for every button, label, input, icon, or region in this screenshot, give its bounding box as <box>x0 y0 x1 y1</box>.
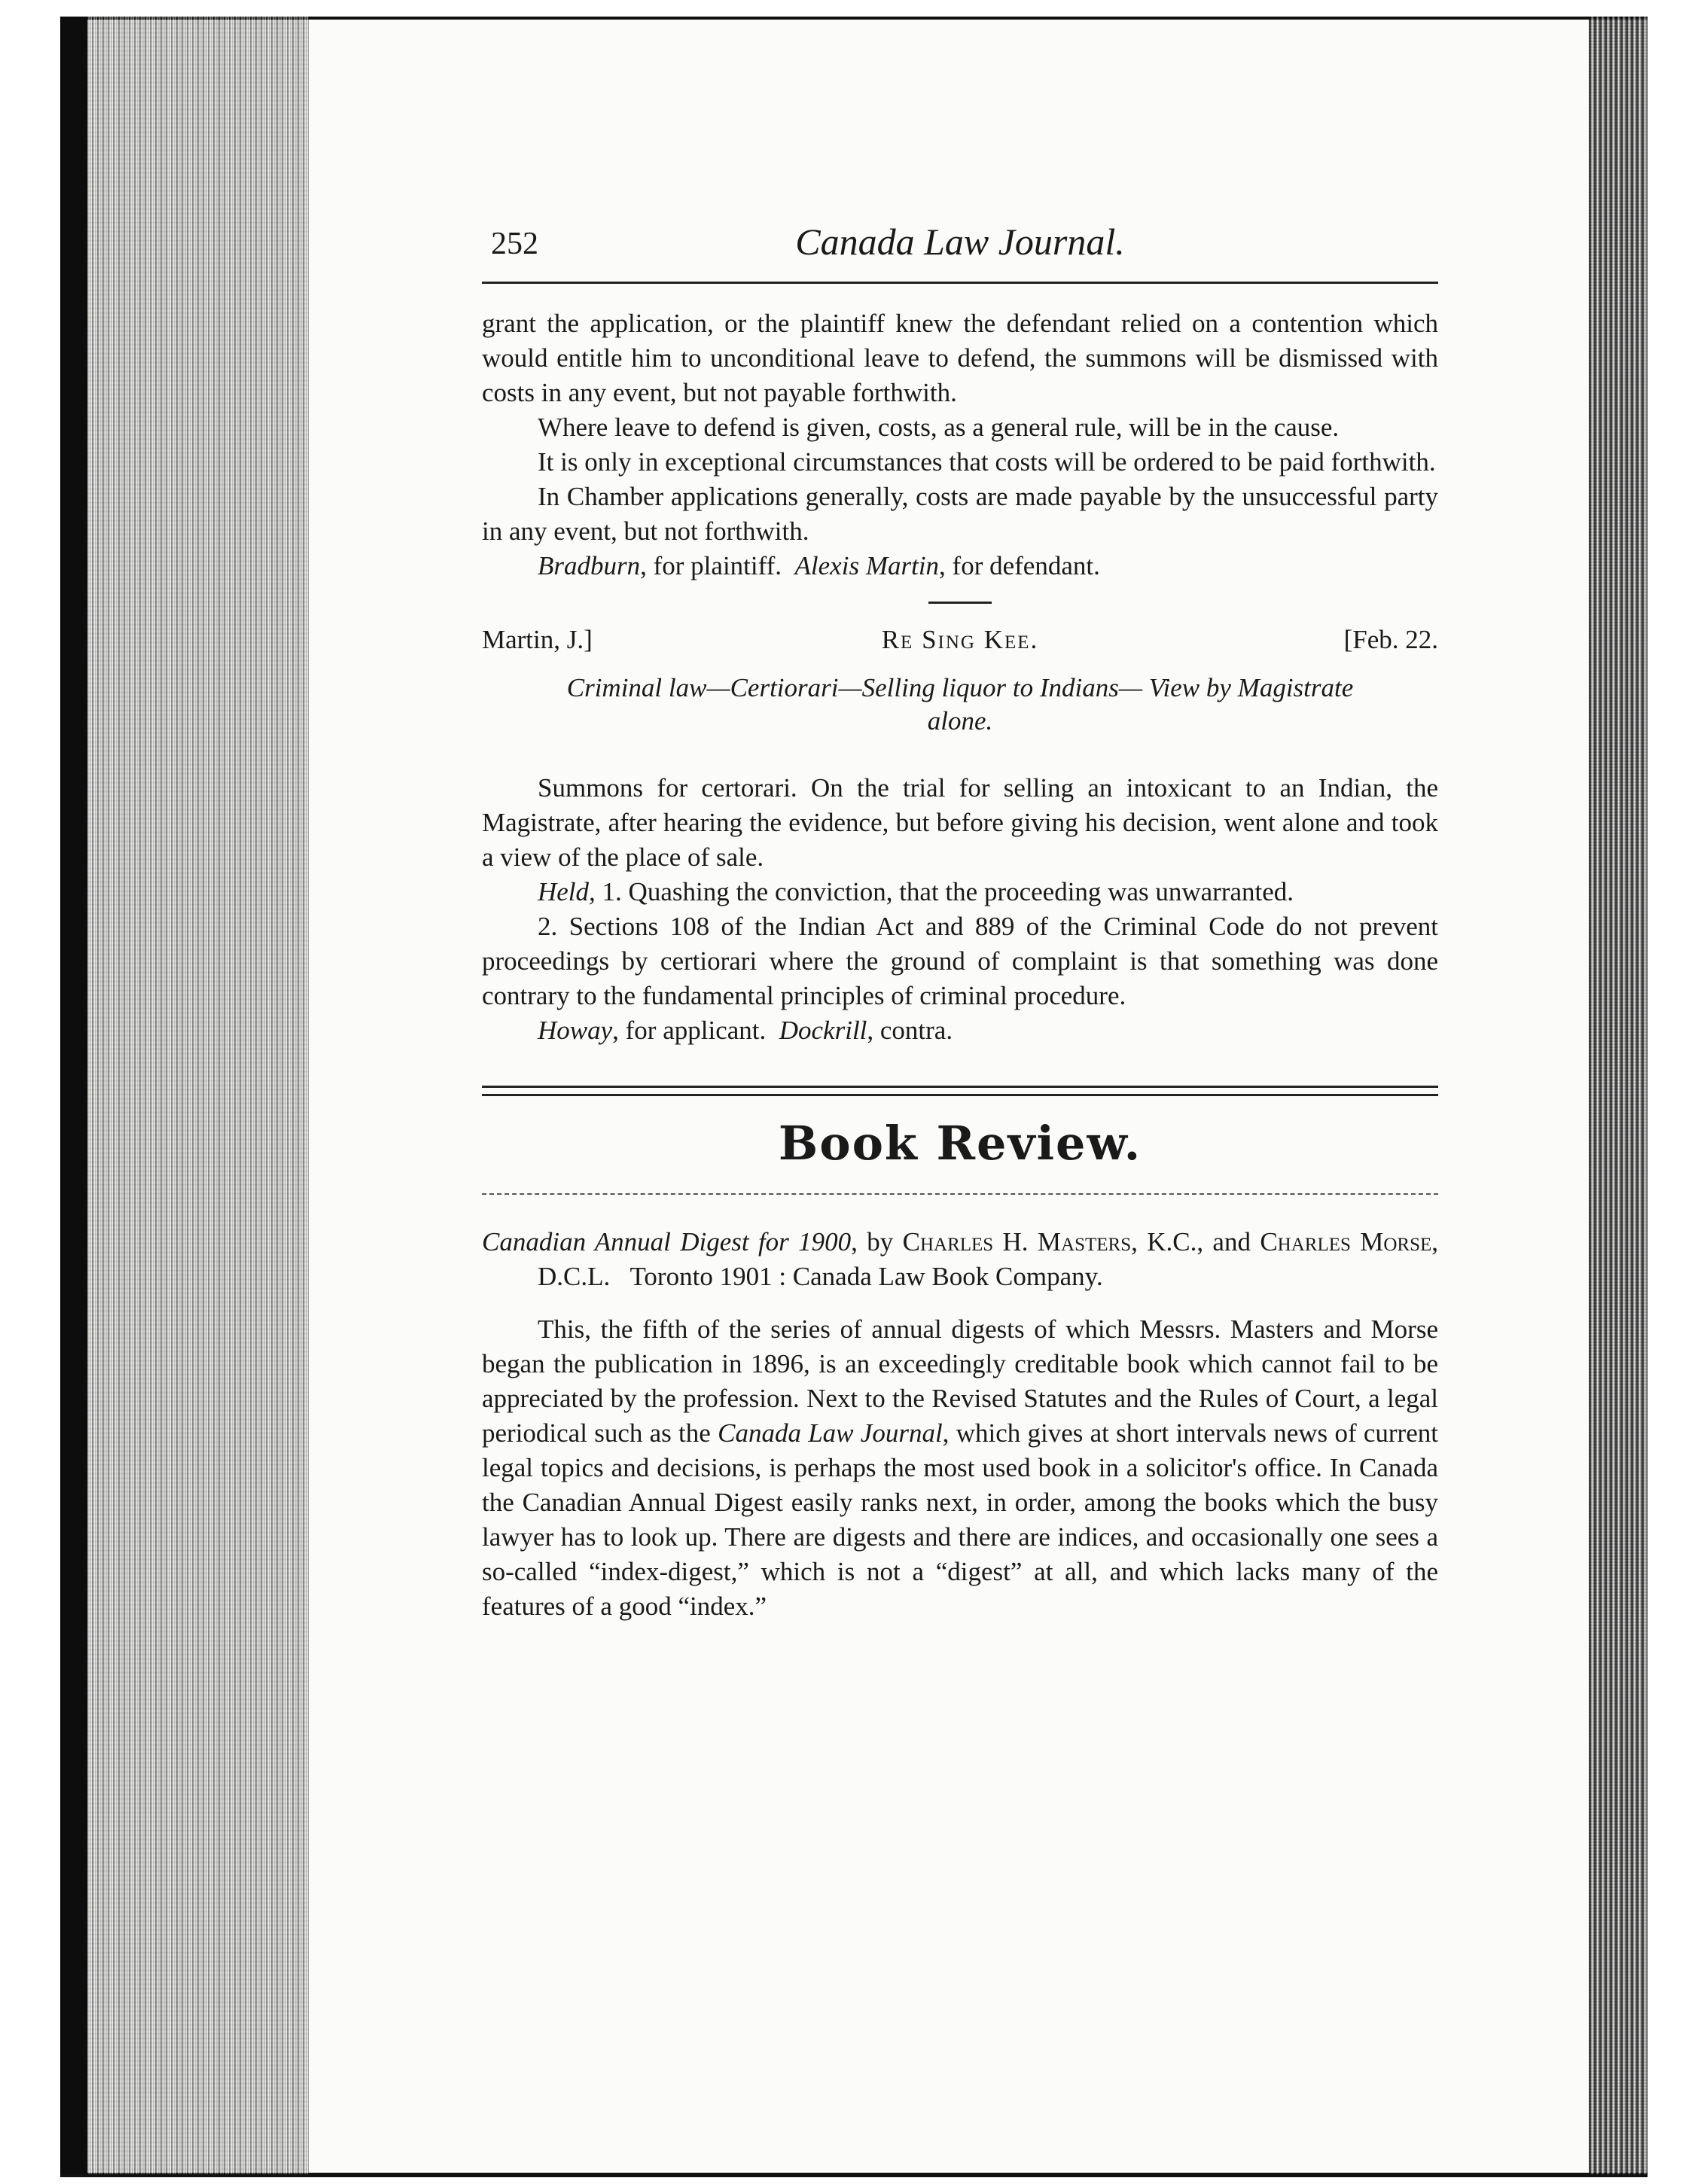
header-rule <box>482 282 1438 284</box>
section-divider <box>928 602 992 604</box>
journal-reference: Canada Law Journal <box>718 1418 943 1448</box>
review-body: This, the fifth of the series of annual digests of which Messrs. Masters and Morse began the publication in 1896, is an exceedingly creditable book which cannot fail to be appreciated by the profession. Next to the Revised Statutes and the Rules of Court, a legal periodical such as the Canada Law Journal, which gives at short intervals news of current legal topics and decisions, is perhaps the most used book in a solicitor's office. In Canada the Canadian Annual Digest easily ranks next, in order, among the books which the busy lawyer has to look up. There are digests and there are indices, and occasionally one sees a so-called “index-digest,” which is not a “digest” at all, and which lacks many of the features of a good “index.” <box>482 1314 1438 1621</box>
case-summary: Summons for certorari. On the trial for selling an intoxicant to an Indian, the Magistrate, after hearing the evidence, but before giving his decision, went alone and took a view of the place of sale. <box>482 773 1438 872</box>
book-binding-edge <box>60 17 309 2174</box>
dotted-rule <box>482 1193 1438 1195</box>
held-label: Held, <box>538 877 596 906</box>
book-citation: Canadian Annual Digest for 1900, by Charles H. Masters, K.C., and Charles Morse, D.C.L. Toronto 1901 : Canada Law Book Company. <box>482 1227 1439 1291</box>
counsel-role: , for plaintiff. <box>640 551 782 580</box>
paragraph: It is only in exceptional circumstances that costs will be ordered to be paid forthwith. <box>538 447 1436 477</box>
book-title: Canadian Annual Digest for 1900 <box>482 1227 852 1256</box>
counsel-name: Bradburn <box>538 551 641 580</box>
case-date: [Feb. 22. <box>1343 625 1438 654</box>
paragraph: In Chamber applications generally, costs are made payable by the unsuccessful party in any event, but not forthwith. <box>482 482 1438 546</box>
page-content <box>482 218 1438 1624</box>
case-judge: Martin, J.] <box>482 625 593 654</box>
counsel-name: Howay <box>538 1016 613 1045</box>
author-name: Charles H. Masters <box>902 1227 1132 1256</box>
counsel-role: , for applicant. <box>612 1016 767 1045</box>
publication-info: Toronto 1901 : Canada Law Book Company. <box>629 1262 1103 1291</box>
counsel-role: , contra. <box>867 1016 953 1045</box>
running-head <box>482 218 1438 271</box>
paragraph: Where leave to defend is given, costs, as a general rule, will be in the cause. <box>538 413 1340 442</box>
counsel-role: , for defendant. <box>939 551 1100 580</box>
author-name: Charles Morse <box>1260 1227 1432 1256</box>
section-heading: Book Review. <box>778 1116 1142 1171</box>
counsel-name: Dockrill <box>779 1016 867 1045</box>
paragraph: grant the application, or the plaintiff knew the defendant relied on a contention which would entitle him to unconditional leave to defend, the summons will be dismissed with costs in any event, but not payable forthwith. <box>482 309 1438 407</box>
case-held-2: 2. Sections 108 of the Indian Act and 889 of the Criminal Code do not prevent proceedings by certiorari where the ground of complaint is that something was done contrary to the fundamental principles of criminal procedure. <box>482 912 1438 1010</box>
page-edge-right <box>1589 17 1648 2174</box>
counsel-name: Alexis Martin <box>794 551 940 580</box>
case-name: Re Sing Kee. <box>881 625 1039 654</box>
double-rule <box>482 1086 1438 1096</box>
case-held-1: Held, 1. Quashing the conviction, that the proceeding was unwarranted. <box>538 877 1294 906</box>
counsel-line <box>482 1013 1438 1048</box>
journal-title: Canada Law Journal. <box>795 221 1125 263</box>
counsel-line <box>482 549 1438 583</box>
case-catchwords: Criminal law—Certiorari—Selling liquor to Indians— View by Magistrate alone. <box>566 673 1354 736</box>
case-heading <box>482 625 1438 664</box>
binding-shadow <box>60 17 87 2174</box>
page-number: 252 <box>491 227 538 261</box>
